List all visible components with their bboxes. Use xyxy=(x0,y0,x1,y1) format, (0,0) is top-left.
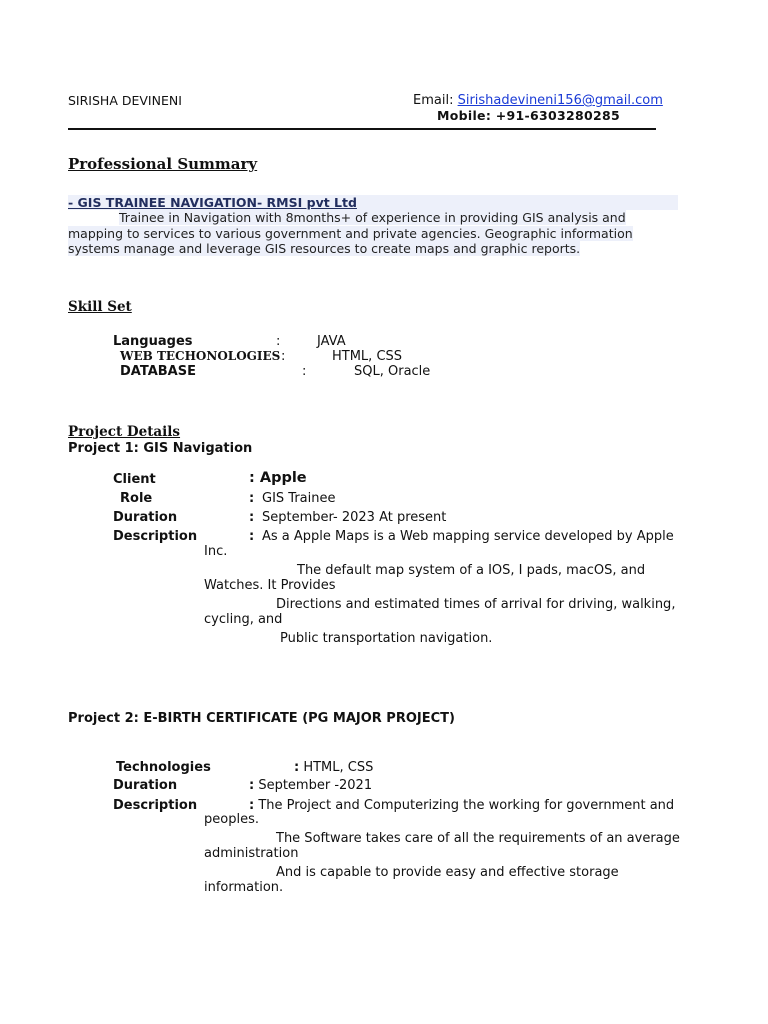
project2-title: Project 2: E-BIRTH CERTIFICATE (PG MAJOR PROJECT) xyxy=(68,711,455,726)
p2-desc-line-4: administration xyxy=(204,846,299,861)
p1-client-label: Client xyxy=(113,472,156,487)
p1-duration-value: September- 2023 At present xyxy=(262,510,447,525)
candidate-name: SIRISHA DEVINENI xyxy=(68,93,182,108)
p2-desc-line-3: The Software takes care of all the requirements of an average xyxy=(276,831,680,846)
p1-duration-colon: : xyxy=(249,510,255,525)
p1-desc-line-4: Watches. It Provides xyxy=(204,578,336,593)
skills-heading: Skill Set xyxy=(68,299,132,315)
email-label: Email: xyxy=(413,93,454,108)
email-line xyxy=(413,93,663,108)
p1-desc-line-6: cycling, and xyxy=(204,612,283,627)
p2-description-label: Description xyxy=(113,798,198,813)
skill-label-web: WEB TECHONOLOGIES xyxy=(120,349,281,363)
p1-desc-line-1: As a Apple Maps is a Web mapping service developed by Apple xyxy=(262,529,674,544)
p1-duration-label: Duration xyxy=(113,510,178,525)
p1-client-value: : Apple xyxy=(249,470,307,486)
skill-label-languages: Languages xyxy=(113,334,193,349)
p2-desc-line-6: information. xyxy=(204,880,284,895)
p1-desc-line-7: Public transportation navigation. xyxy=(280,631,493,646)
skill-value-languages: JAVA xyxy=(317,334,346,349)
p2-duration-label: Duration xyxy=(113,778,178,793)
summary-line-1: Trainee in Navigation with 8months+ of experience in providing GIS analysis and xyxy=(119,210,626,225)
skill-colon-web: : xyxy=(281,349,286,364)
p2-desc-line-1: : The Project and Computerizing the working for government and xyxy=(249,798,675,813)
p1-role-value: GIS Trainee xyxy=(262,491,336,506)
p1-role-label: Role xyxy=(120,491,153,506)
skill-colon-database: : xyxy=(302,364,307,379)
p1-description-colon: : xyxy=(249,529,255,544)
projects-heading: Project Details xyxy=(68,424,181,440)
p2-desc-line-5: And is capable to provide easy and effective storage xyxy=(276,865,619,880)
skill-value-database: SQL, Oracle xyxy=(354,364,431,379)
mobile-line: Mobile: +91-6303280285 xyxy=(437,108,621,123)
summary-heading: Professional Summary xyxy=(68,155,258,173)
project1-title: Project 1: GIS Navigation xyxy=(68,441,253,456)
summary-paragraph xyxy=(68,210,668,257)
p2-duration-value: : September -2021 xyxy=(249,778,373,793)
summary-line-2: mapping to services to various government and private agencies. Geographic information xyxy=(68,225,633,241)
skill-value-web: HTML, CSS xyxy=(332,349,403,364)
p1-desc-line-2: Inc. xyxy=(204,544,228,559)
email-link[interactable]: Sirishadevineni156@gmail.com xyxy=(457,93,663,108)
p2-desc-line-2: peoples. xyxy=(204,812,259,827)
p2-tech-label: Technologies xyxy=(116,760,211,775)
skill-label-database: DATABASE xyxy=(120,364,196,379)
summary-role-line: - GIS TRAINEE NAVIGATION- RMSI pvt Ltd xyxy=(68,195,678,210)
p1-desc-line-3: The default map system of a IOS, I pads, macOS, and xyxy=(297,563,646,578)
header-divider xyxy=(68,128,656,130)
skill-colon-languages: : xyxy=(276,334,281,349)
p1-description-label: Description xyxy=(113,529,198,544)
summary-line-3: systems manage and leverage GIS resources to create maps and graphic reports. xyxy=(68,241,581,256)
p2-tech-value: : HTML, CSS xyxy=(294,760,374,775)
p1-role-colon: : xyxy=(249,491,255,506)
p1-desc-line-5: Directions and estimated times of arrival for driving, walking, xyxy=(276,597,676,612)
